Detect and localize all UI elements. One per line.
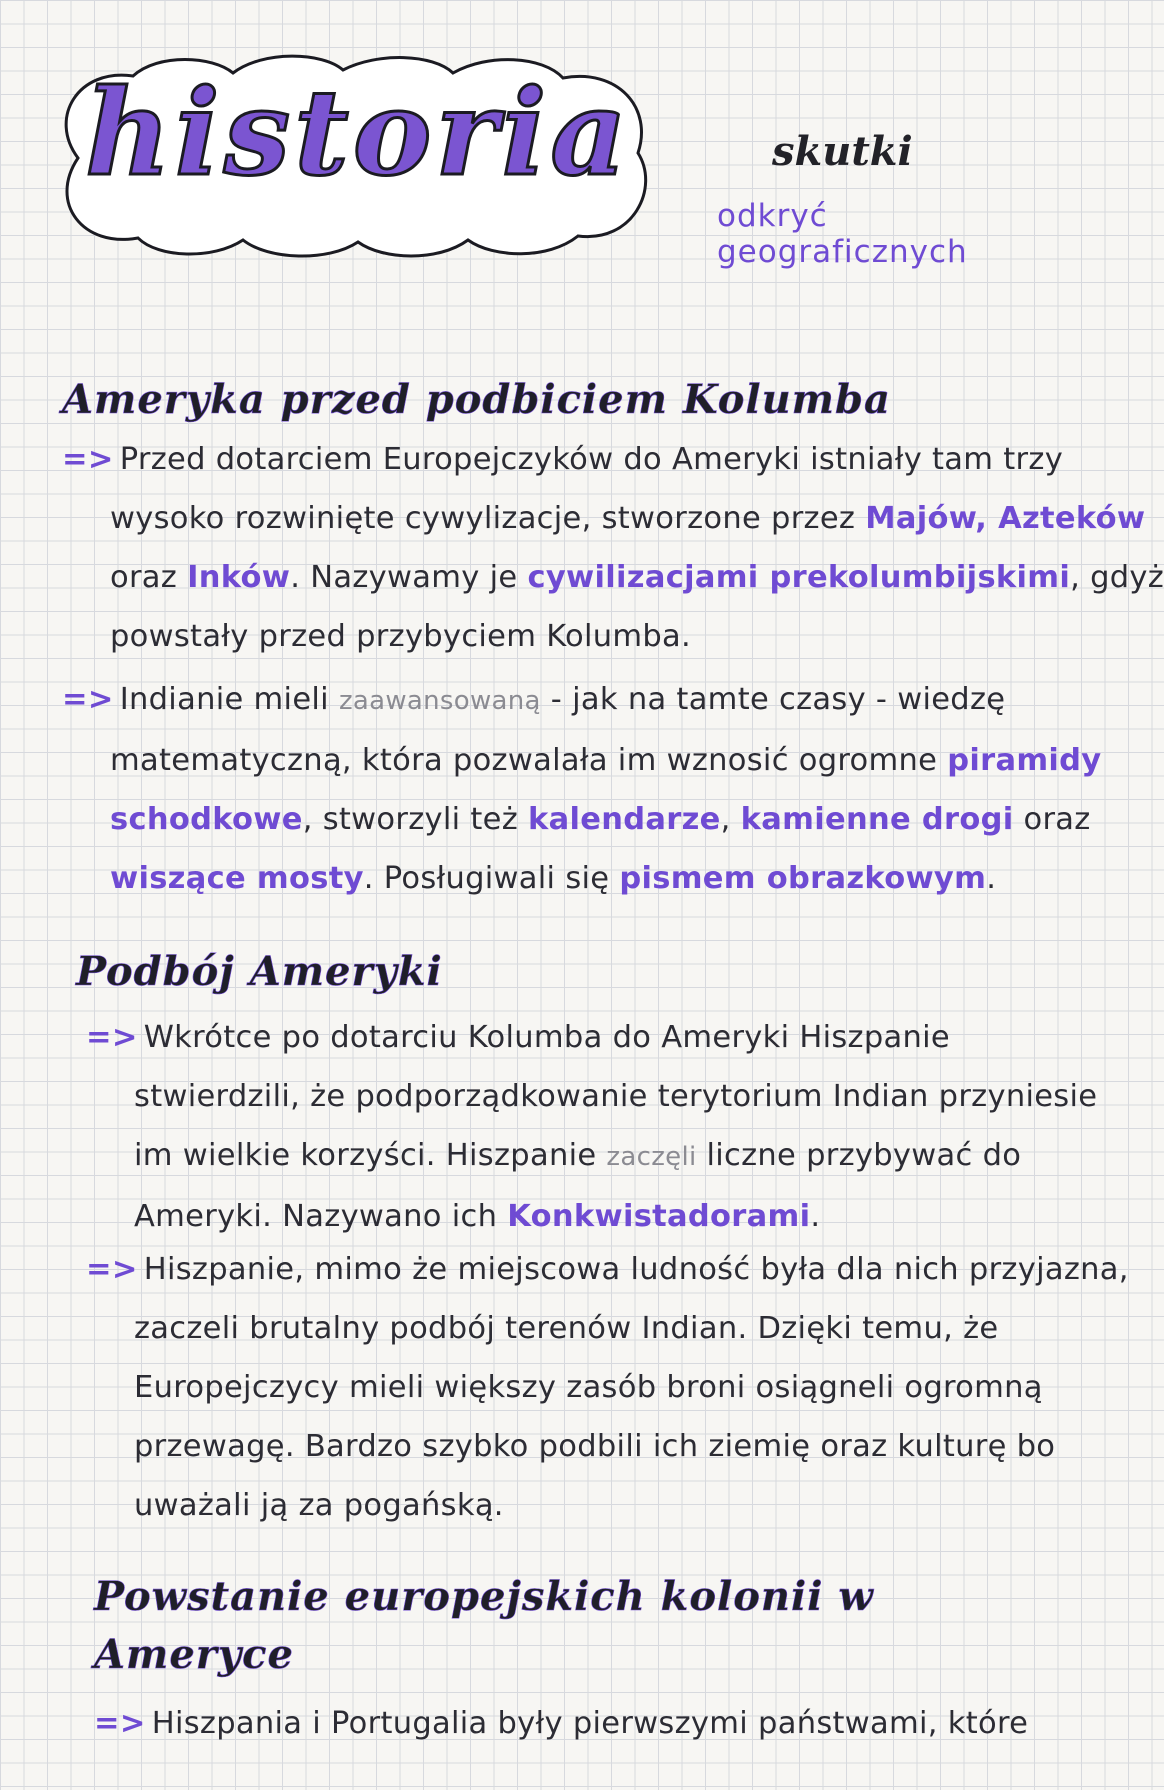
text-run: stwierdzili, że podporządkowanie terytorium Indian przyniesie [134, 1079, 1098, 1114]
text-line [86, 1476, 1129, 1535]
text-line [86, 1358, 1129, 1417]
text-line [86, 1067, 1097, 1126]
text-line [62, 670, 1101, 731]
highlighted-term: kalendarze [528, 802, 721, 837]
bullet-paragraph [62, 430, 1164, 666]
title-bubble [38, 48, 663, 266]
bullet-paragraph [86, 1240, 1129, 1535]
text-run: , stworzyli też [302, 802, 529, 837]
text-line [86, 1299, 1129, 1358]
text-line [86, 1240, 1129, 1299]
section-heading-2: Podbój Ameryki [76, 948, 443, 995]
text-line [86, 1008, 1097, 1067]
text-line [86, 1187, 1097, 1246]
text-line [62, 430, 1164, 489]
highlighted-term: piramidy [947, 743, 1102, 778]
subtitle-bottom: odkryć geograficznych [717, 198, 968, 270]
text-run: . [986, 861, 997, 896]
text-run: Hiszpanie, mimo że miejscowa ludność była dla nich przyjazna, [143, 1252, 1129, 1287]
highlighted-term: cywilizacjami prekolumbijskimi [527, 560, 1071, 595]
text-line [62, 790, 1101, 849]
section-heading-3: Powstanie europejskich kolonii w Ameryce [94, 1573, 874, 1678]
text-run: przewagę. Bardzo szybko podbili ich ziemię oraz kulturę bo [134, 1429, 1056, 1464]
text-run: powstały przed przybyciem Kolumba. [110, 619, 692, 654]
text-run: Wkrótce po dotarciu Kolumba do Ameryki Hiszpanie [143, 1020, 950, 1055]
text-line [62, 548, 1164, 607]
highlighted-term: Majów, Azteków [865, 501, 1146, 536]
text-line [62, 489, 1164, 548]
highlighted-term: Konkwistadorami [507, 1199, 811, 1234]
text-line [62, 607, 1164, 666]
text-run: , gdyż [1070, 560, 1164, 595]
highlighted-term: Inków [187, 560, 291, 595]
text-run: - jak na tamte czasy - wiedzę [540, 682, 1006, 717]
text-line [62, 731, 1101, 790]
highlighted-term: kamienne drogi [740, 802, 1014, 837]
text-run: wysoko rozwinięte cywylizacje, stworzone przez [110, 501, 866, 536]
highlighted-term: pismem obrazkowym [619, 861, 987, 896]
text-run: im wielkie korzyści. Hiszpanie [134, 1138, 607, 1173]
section-heading-1: Ameryka przed podbiciem Kolumba [62, 376, 891, 423]
text-run: . Nazywamy je [290, 560, 528, 595]
text-run: liczne przybywać do [696, 1138, 1022, 1173]
text-run: Hiszpania i Portugalia były pierwszymi państwami, które [151, 1706, 1029, 1741]
text-line [94, 1694, 1028, 1753]
text-run: Przed dotarciem Europejczyków do Ameryki istniały tam trzy [119, 442, 1064, 477]
text-run: oraz [110, 560, 188, 595]
text-run: Ameryki. Nazywano ich [134, 1199, 508, 1234]
text-line [86, 1417, 1129, 1476]
page-title: historia [85, 63, 631, 202]
subtitle-top: skutki [772, 128, 913, 175]
bullet-paragraph [94, 1694, 1028, 1753]
arrow-icon: => [86, 1020, 138, 1055]
text-run: , [720, 802, 741, 837]
arrow-icon: => [62, 442, 114, 477]
arrow-icon: => [94, 1706, 146, 1741]
text-run: matematyczną, która pozwalała im wznosić ogromne [110, 743, 948, 778]
faint-text: zaawansowaną [338, 686, 541, 716]
faint-text: zaczęli [606, 1142, 697, 1172]
text-run: Europejczycy mieli większy zasób broni osiągneli ogromną [134, 1370, 1043, 1405]
arrow-icon: => [86, 1252, 138, 1287]
text-run: . Posługiwali się [363, 861, 620, 896]
text-run: oraz [1013, 802, 1091, 837]
text-run: uważali ją za pogańską. [134, 1488, 504, 1523]
highlighted-term: schodkowe [110, 802, 303, 837]
text-run: . [810, 1199, 821, 1234]
bullet-paragraph [62, 670, 1101, 908]
text-run: zaczeli brutalny podbój terenów Indian. Dzięki temu, że [134, 1311, 999, 1346]
text-run: Indianie mieli [119, 682, 339, 717]
text-line [86, 1126, 1097, 1187]
text-line [62, 849, 1101, 908]
bullet-paragraph [86, 1008, 1097, 1246]
arrow-icon: => [62, 682, 114, 717]
highlighted-term: wiszące mosty [110, 861, 364, 896]
